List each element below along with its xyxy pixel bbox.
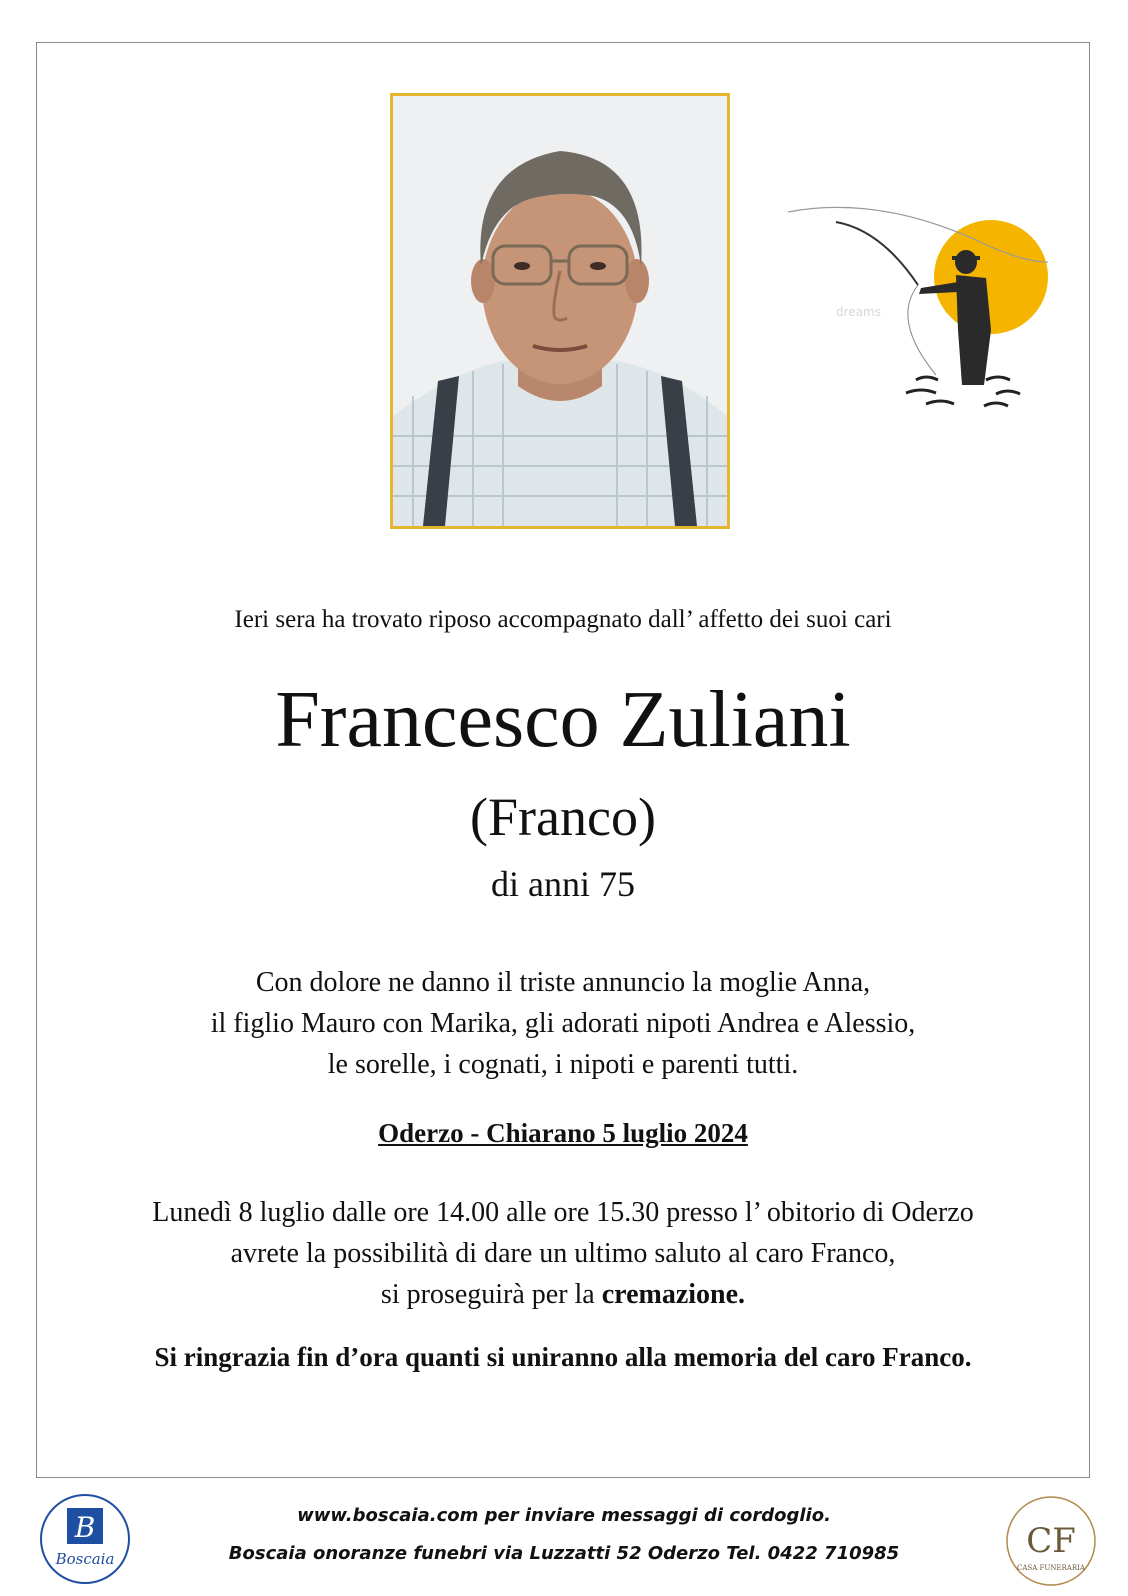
- announcement-text: [36, 962, 1090, 1085]
- deceased-nickname: (Franco): [470, 787, 656, 847]
- announcement-line: il figlio Mauro con Marika, gli adorati nipoti Andrea e Alessio,: [210, 1008, 916, 1039]
- schedule-line: avrete la possibilità di dare un ultimo saluto al caro Franco,: [230, 1238, 896, 1269]
- footer-address-line: Boscaia onoranze funebri via Luzzatti 52 Oderzo Tel. 0422 710985: [228, 1543, 900, 1564]
- boscaia-logo: [38, 1492, 132, 1586]
- schedule-line3-prefix: si proseguirà per la: [380, 1279, 602, 1310]
- schedule-text: [36, 1192, 1090, 1315]
- boscaia-logo-text: Boscaia: [55, 1550, 115, 1568]
- fly-fisherman-silhouette-icon: [786, 200, 1076, 430]
- announcement-line: le sorelle, i cognati, i nipoti e parenti tutti.: [327, 1049, 799, 1080]
- cremation-word: cremazione.: [601, 1279, 746, 1310]
- casa-funeraria-logo-caption: CASA FUNERARIA: [1017, 1564, 1085, 1572]
- schedule-line: Lunedì 8 luglio dalle ore 14.00 alle ore 15.30 presso l’ obitorio di Oderzo: [152, 1197, 974, 1228]
- portrait-photo: [390, 93, 730, 529]
- thanks-text: Si ringrazia fin d’ora quanti si uniranno alla memoria del caro Franco.: [154, 1342, 972, 1372]
- footer-website-line: www.boscaia.com per inviare messaggi di cordoglio.: [297, 1505, 831, 1526]
- deceased-age: di anni 75: [491, 864, 635, 904]
- casa-funeraria-logo-letters: CF: [1026, 1521, 1076, 1561]
- schedule-line: [36, 1274, 1090, 1315]
- announcement-line: Con dolore ne danno il triste annuncio la moglie Anna,: [255, 967, 871, 998]
- casa-funeraria-logo: [1004, 1494, 1098, 1588]
- deceased-name: Francesco Zuliani: [275, 676, 851, 764]
- decoration-watermark: dreams: [836, 305, 881, 319]
- place-date: Oderzo - Chiarano 5 luglio 2024: [378, 1118, 748, 1148]
- intro-text: Ieri sera ha trovato riposo accompagnato dall’ affetto dei suoi cari: [234, 606, 892, 633]
- boscaia-logo-letter: B: [74, 1511, 96, 1544]
